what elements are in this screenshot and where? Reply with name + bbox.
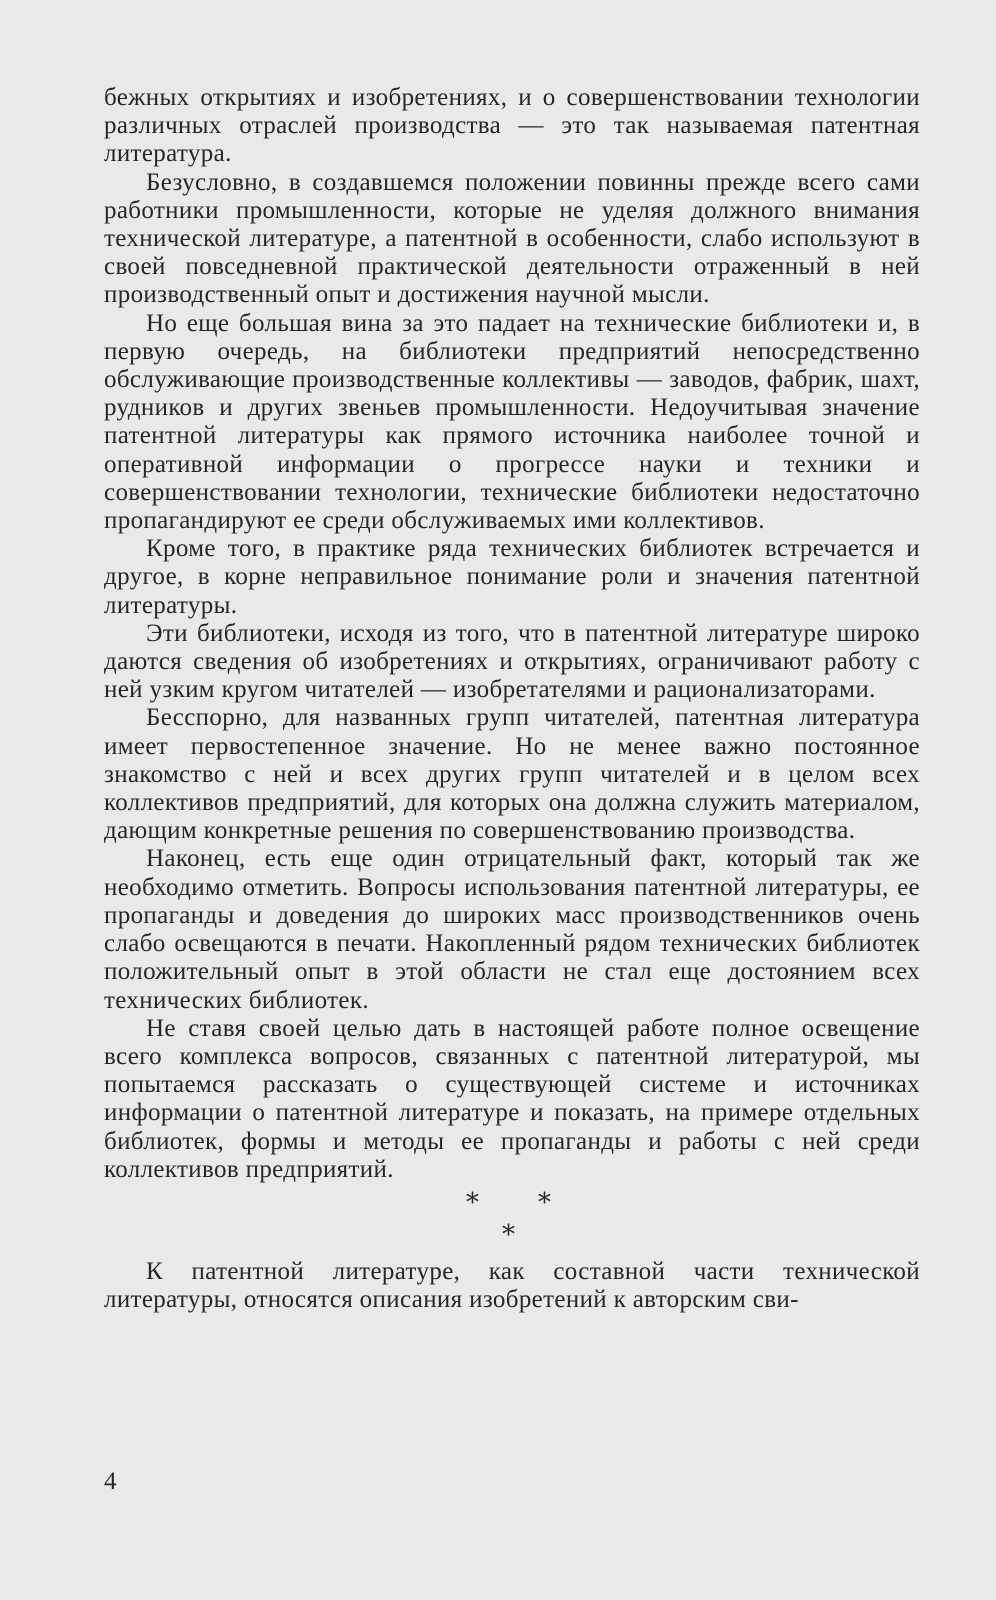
section-separator <box>104 1186 920 1252</box>
paragraph: бежных открытиях и изобретениях, и о совершенствовании технологии различных отраслей производства — это так называемая патентная литература. <box>104 84 920 168</box>
paragraph: К патентной литературе, как составной части технической литературы, относятся описания изобретений к авторским сви- <box>104 1257 920 1314</box>
paragraph: Эти библиотеки, исходя из того, что в патентной литературе широко даются сведения об изобретениях и открытиях, ограничивают работу с ней узким кругом читателей — изобретателями и рационализаторами. <box>104 619 920 704</box>
paragraph: Бесспорно, для названных групп читателей, патентная литература имеет первостепенное значение. Но не менее важно постоянное знакомство с ней и всех других групп читателей и в целом всех коллективов предприятий, для которых она должна служить материалом, дающим конкретные решения по совершенствованию производства. <box>104 704 920 845</box>
asterisk-icon: * <box>466 1187 480 1218</box>
paragraph: Но еще большая вина за это падает на технические библиотеки и, в первую очередь, на библиотеки предприятий непосредственно обслуживающие производственные коллективы — заводов, фабрик, шахт, рудников и других звеньев промышленности. Недоучитывая значение патентной литературы как прямого источника наиболее точной и оперативной информации о прогрессе науки и техники и совершенствовании технологии, технические библиотеки недостаточно пропагандируют ее среди обслуживаемых ими коллективов. <box>104 309 920 535</box>
page-body <box>104 84 920 1314</box>
paragraph: Не ставя своей целью дать в настоящей работе полное освещение всего комплекса вопросов, связанных с патентной литературой, мы попытаемся рассказать о существующей системе и источниках информации о патентной литературе и показать, на примере отдельных библиотек, формы и методы ее пропаганды и работы с ней среди коллективов предприятий. <box>104 1014 920 1183</box>
paragraph: Безусловно, в создавшемся положении повинны прежде всего сами работники промышленности, которые не уделяя должного внимания технической литературе, а патентной в особенности, слабо используют в своей повседневной практической деятельности отраженный в ней производственный опыт и достижения научной мысли. <box>104 168 920 309</box>
paragraph: Кроме того, в практике ряда технических библиотек встречается и другое, в корне неправильное понимание роли и значения патентной литературы. <box>104 535 920 619</box>
page-number: 4 <box>104 1468 117 1495</box>
continuation-text <box>104 1258 920 1314</box>
paragraph: Наконец, есть еще один отрицательный факт, который так же необходимо отметить. Вопросы использования патентной литературы, ее пропаганды и доведения до широких масс производственников очень слабо освещаются в печати. Накопленный рядом технических библиотек положительный опыт в этой области не стал еще достоянием всех технических библиотек. <box>104 845 920 1014</box>
main-text <box>104 84 920 1184</box>
asterisk-icon: * <box>538 1187 552 1218</box>
asterisk-icon: * <box>502 1219 516 1250</box>
